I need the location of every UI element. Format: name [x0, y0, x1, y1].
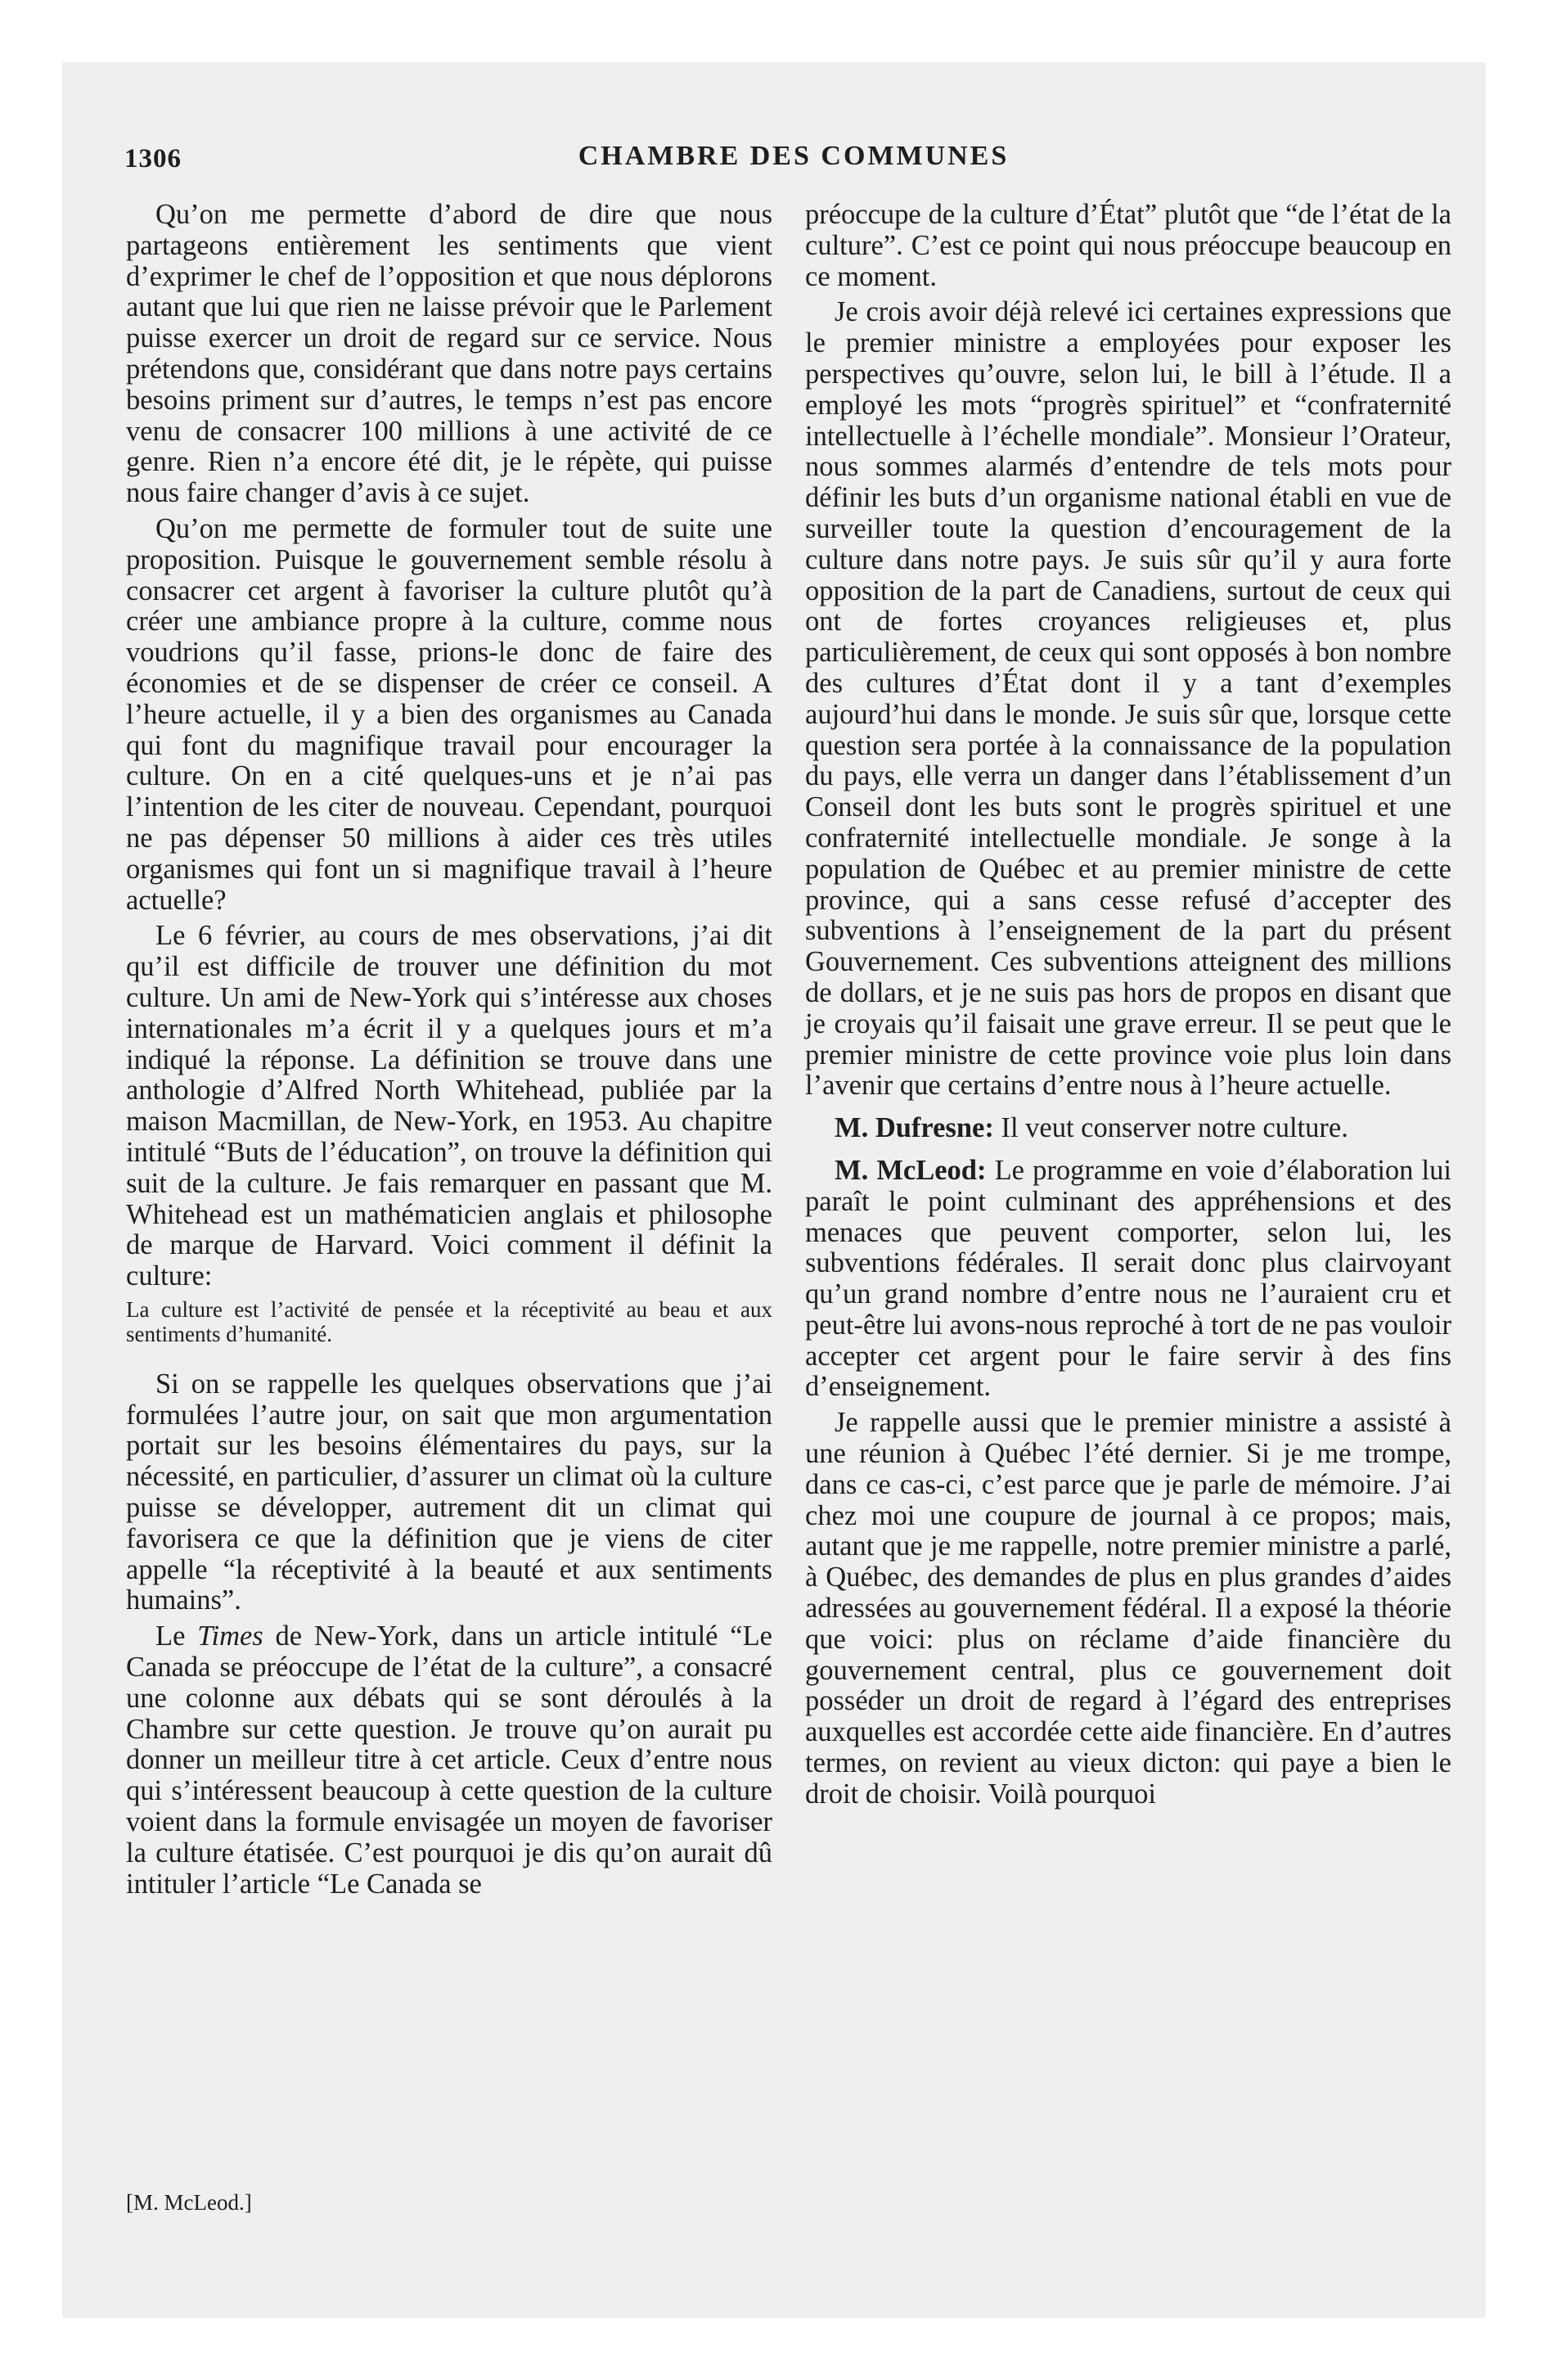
- speaker-reference: [M. McLeod.]: [126, 2190, 252, 2215]
- paragraph: Qu’on me permette d’abord de dire que nous partageons entièrement les sentiments que vient d’exprimer le chef de l’opposition et que nous déplorons autant que lui que rien ne laisse prévoir que le Parlement puisse exercer un droit de regard sur ce service. Nous prétendons que, considérant que dans notre pays certains besoins priment sur d’autres, le temps n’est pas encore venu de consacrer 100 millions à une activité de ce genre. Rien n’a encore été dit, je le répète, qui puisse nous faire changer d’avis à ce sujet.: [126, 199, 772, 509]
- block-quote: La culture est l’activité de pensée et la réceptivité au beau et aux sentiments d’humanité.: [126, 1296, 772, 1346]
- speech-mcleod: [805, 1156, 1451, 1403]
- text-run: Le: [155, 1620, 198, 1652]
- speech-text: Le programme en voie d’élaboration lui paraît le point culminant des appréhensions et des menaces que peuvent comporter, selon lui, les subventions fédérales. Il serait donc plus clairvoyant qu’un grand nombre d’entre nous ne l’auraient cru et peut-être lui avons-nous reproché à tort de ne pas vouloir accepter cet argent pour le faire servir à des fins d’enseignement.: [805, 1154, 1451, 1403]
- paragraph: Si on se rappelle les quelques observations que j’ai formulées l’autre jour, on sait que mon argumentation portait sur les besoins élémentaires du pays, sur la nécessité, en particulier, d’assurer un climat où la culture puisse se développer, autrement dit un climat qui favorisera ce que la définition que je viens de citer appelle “la réceptivité à la beauté et aux sentiments humains”.: [126, 1368, 772, 1616]
- paragraph: Qu’on me permette de formuler tout de suite une proposition. Puisque le gouvernement semble résolu à consacrer cet argent à favoriser la culture plutôt qu’à créer une ambiance propre à la culture, comme nous voudrions qu’il fasse, prions-le donc de faire des économies et de se dispenser de créer ce conseil. A l’heure actuelle, il y a bien des organismes au Canada qui font du magnifique travail pour encourager la culture. On en a cité quelques-uns et je n’ai pas l’intention de les citer de nouveau. Cependant, pourquoi ne pas dépenser 50 millions à aider ces très utiles organismes qui font un si magnifique travail à l’heure actuelle?: [126, 512, 772, 916]
- speaker-name: M. Dufresne:: [835, 1112, 994, 1144]
- paragraph: Je crois avoir déjà relevé ici certaines expressions que le premier ministre a employées pour exposer les perspectives qu’ouvre, selon lui, le bill à l’étude. Il a employé les mots “progrès spirituel” et “confraternité intellectuelle à l’échelle mondiale”. Monsieur l’Orateur, nous sommes alarmés d’entendre de tels mots pour définir les buts d’un organisme national établi en vue de surveiller toute la question d’encouragement de la culture dans notre pays. Je suis sûr qu’il y aura forte opposition de la part de Canadiens, surtout de ceux qui ont de fortes croyances religieuses et, plus particulièrement, de ceux qui sont opposés à bon nombre des cultures d’État dont il y a tant d’exemples aujourd’hui dans le monde. Je suis sûr que, lorsque cette question sera portée à la connaissance de la population du pays, elle verra un danger dans l’établissement d’un Conseil dont les buts sont le progrès spirituel et une confraternité intellectuelle mondiale. Je songe à la population de Québec et au premier ministre de cette province, qui a sans cesse refusé d’accepter des subventions à l’enseignement de la part du présent Gouvernement. Ces subventions atteignent des millions de dollars, et je ne suis pas hors de propos en disant que je croyais qu’il faisait une grave erreur. Il se peut que le premier ministre de cette province voie plus loin dans l’avenir que certains d’entre nous à l’heure actuelle.: [805, 296, 1451, 1102]
- text-run: de New-York, dans un article intitulé “Le Canada se préoccupe de l’état de la culture”, a consacré une colonne aux débats qui se sont déroulés à la Chambre sur cette question. Je trouve qu’on aurait pu donner un meilleur titre à cet article. Ceux d’entre nous qui s’intéressent beaucoup à cette question de la culture voient dans la formule envisagée un moyen de favoriser la culture étatisée. C’est pourquoi je dis qu’on aurait dû intituler l’article “Le Canada se: [126, 1620, 772, 1900]
- running-head: CHAMBRE DES COMMUNES: [578, 141, 1010, 171]
- right-column: [805, 200, 1451, 1815]
- left-column: [126, 200, 772, 1904]
- newspaper-name: Times: [197, 1620, 263, 1652]
- paragraph-times: [126, 1621, 772, 1900]
- paragraph: Je rappelle aussi que le premier ministre a assisté à une réunion à Québec l’été dernier. Si je me trompe, dans ce cas-ci, c’est parce que je parle de mémoire. J’ai chez moi une coupure de journal à ce propos; mais, autant que je me rappelle, notre premier ministre a parlé, à Québec, des demandes de plus en plus grandes d’aides adressées au gouvernement fédéral. Il a exposé la théorie que voici: plus on réclame d’aide financière du gouvernement central, plus ce gouvernement doit posséder un droit de regard à l’égard des entreprises auxquelles est accordée cette aide financière. En d’autres termes, on revient au vieux dicton: qui paye a bien le droit de choisir. Voilà pourquoi: [805, 1407, 1451, 1810]
- page-number: 1306: [124, 144, 182, 174]
- speaker-name: M. McLeod:: [835, 1154, 987, 1186]
- paragraph: Le 6 février, au cours de mes observations, j’ai dit qu’il est difficile de trouver une définition du mot culture. Un ami de New-York qui s’intéresse aux choses internationales m’a écrit il y a quelques jours et m’a indiqué la réponse. La définition se trouve dans une anthologie d’Alfred North Whitehead, publiée par la maison Macmillan, de New-York, en 1953. Au chapitre intitulé “Buts de l’éducation”, on trouve la définition qui suit de la culture. Je fais remarquer en passant que M. Whitehead est un mathématicien anglais et philosophe de marque de Harvard. Voici comment il définit la culture:: [126, 920, 772, 1292]
- paragraph-continuation: préoccupe de la culture d’État” plutôt que “de l’état de la culture”. C’est ce point qui nous préoccupe beaucoup en ce moment.: [805, 199, 1451, 292]
- speech-dufresne: [805, 1113, 1451, 1144]
- speech-text: Il veut conserver notre culture.: [993, 1112, 1348, 1144]
